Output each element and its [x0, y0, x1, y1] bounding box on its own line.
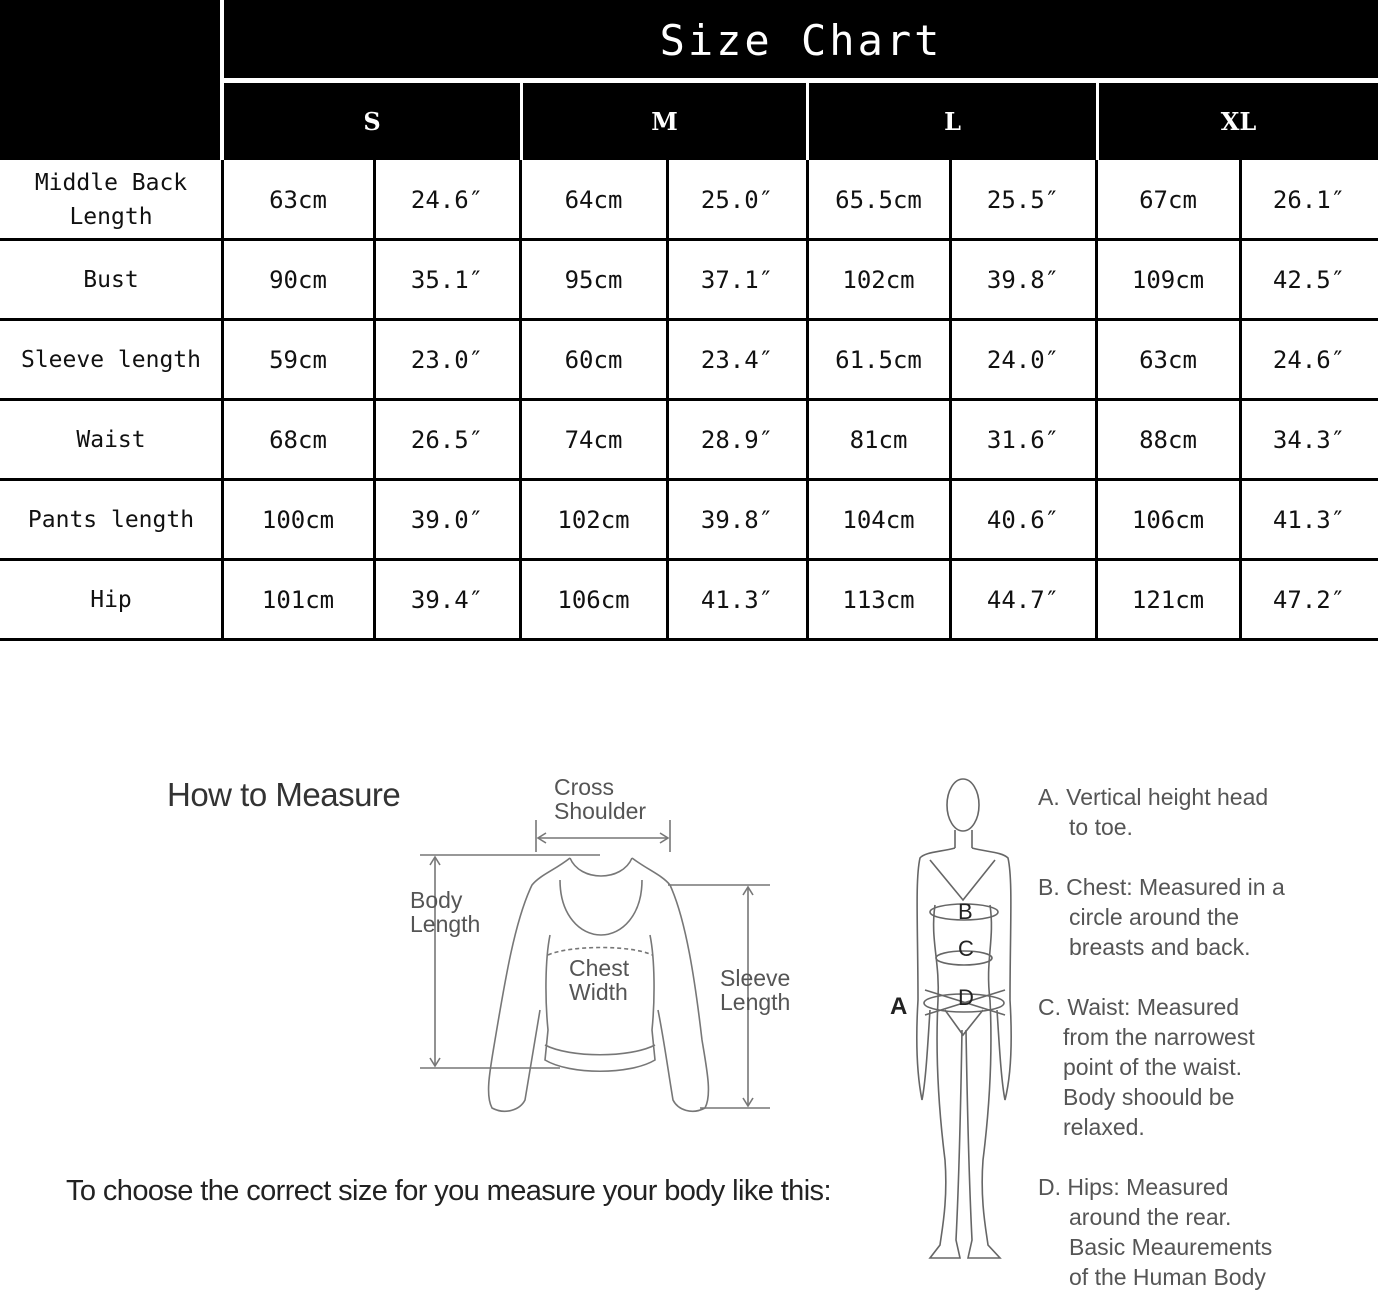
desc-a	[1038, 782, 1268, 842]
row-label: Bust	[83, 267, 139, 293]
table-cell: 39.8″	[700, 506, 774, 534]
body-length-line: Length	[410, 911, 481, 937]
label-b: B	[958, 899, 973, 924]
table-cell: 106cm	[557, 586, 630, 614]
column-divider	[519, 160, 522, 640]
label-c: C	[958, 936, 974, 961]
label-a: A	[890, 993, 908, 1020]
chest-width-label	[569, 956, 629, 1004]
desc-line: around the rear.	[1069, 1204, 1232, 1230]
table-cell: 90cm	[269, 266, 327, 294]
sleeve-length-line: Sleeve	[720, 965, 791, 991]
row-divider	[0, 638, 1378, 641]
table-cell: 100cm	[261, 506, 335, 534]
header-divider	[220, 0, 223, 160]
header-divider	[520, 82, 523, 160]
table-cell: 39.8″	[986, 266, 1060, 294]
row-label: Hip	[90, 587, 132, 613]
table-cell: 26.1″	[1272, 186, 1346, 214]
chart-title: Size Chart	[224, 0, 1378, 80]
desc-line: from the narrowest	[1063, 1024, 1255, 1050]
table-cell: 68cm	[269, 426, 327, 454]
table-cell: 35.1″	[410, 266, 484, 294]
column-divider	[221, 160, 224, 640]
body-figure-diagram	[880, 770, 1030, 1270]
column-divider	[666, 160, 669, 640]
body-length-line: Body	[410, 887, 463, 913]
desc-line: Body shoould be	[1063, 1084, 1235, 1110]
column-divider	[1095, 160, 1098, 640]
table-cell: 42.5″	[1272, 266, 1346, 294]
row-label: Waist	[76, 427, 146, 453]
table-cell: 81cm	[849, 426, 908, 454]
table-cell: 113cm	[842, 586, 915, 614]
desc-line: B. Chest: Measured in a	[1038, 874, 1285, 900]
table-cell: 102cm	[842, 266, 915, 294]
table-cell: 41.3″	[1272, 506, 1346, 534]
desc-line: circle around the	[1069, 904, 1240, 930]
desc-line: point of the waist.	[1063, 1054, 1242, 1080]
header-divider	[224, 78, 1378, 82]
table-cell: 39.4″	[410, 586, 484, 614]
header-divider	[806, 82, 809, 160]
row-label: Middle Back Length	[34, 170, 188, 230]
desc-b	[1038, 872, 1285, 962]
table-cell: 47.2″	[1272, 586, 1346, 614]
table-cell: 39.0″	[410, 506, 484, 534]
row-label: Sleeve length	[20, 347, 201, 373]
sleeve-length-line: Length	[720, 989, 791, 1015]
size-header-xl: XL	[1099, 83, 1378, 160]
sleeve-length-label	[720, 966, 790, 1014]
desc-line: Basic Meaurements	[1069, 1234, 1273, 1260]
table-cell: 63cm	[269, 186, 327, 214]
cross-shoulder-line: Shoulder	[554, 798, 647, 824]
desc-line: relaxed.	[1063, 1114, 1145, 1140]
desc-d	[1038, 1172, 1272, 1292]
table-cell: 40.6″	[986, 506, 1060, 534]
desc-c	[1038, 992, 1255, 1142]
table-cell: 67cm	[1139, 186, 1197, 214]
table-cell: 61.5cm	[835, 346, 922, 374]
row-label: Pants length	[27, 507, 195, 533]
table-cell: 102cm	[557, 506, 630, 534]
table-cell: 59cm	[269, 346, 327, 374]
table-cell: 26.5″	[410, 426, 484, 454]
chest-width-line: Chest	[569, 955, 630, 981]
cross-shoulder-line: Cross	[554, 774, 615, 800]
table-cell: 28.9″	[700, 426, 774, 454]
table-cell: 65.5cm	[835, 186, 922, 214]
cross-shoulder-label	[554, 775, 646, 823]
table-cell: 25.0″	[700, 186, 774, 214]
table-cell: 25.5″	[986, 186, 1060, 214]
table-cell: 24.6″	[410, 186, 484, 214]
table-cell: 31.6″	[986, 426, 1060, 454]
desc-line: D. Hips: Measured	[1038, 1174, 1229, 1200]
table-cell: 44.7″	[986, 586, 1060, 614]
size-header-l: L	[809, 83, 1096, 160]
desc-line: A. Vertical height head	[1038, 784, 1269, 810]
table-cell: 63cm	[1139, 346, 1197, 374]
table-cell: 23.0″	[410, 346, 484, 374]
table-cell: 24.6″	[1272, 346, 1346, 374]
table-cell: 95cm	[564, 266, 623, 294]
desc-line: to toe.	[1069, 814, 1133, 840]
table-cell: 104cm	[842, 506, 915, 534]
size-chart-table	[0, 0, 1378, 641]
table-cell: 34.3″	[1272, 426, 1346, 454]
table-cell: 121cm	[1131, 586, 1205, 614]
table-cell: 41.3″	[700, 586, 774, 614]
desc-line: of the Human Body	[1069, 1264, 1266, 1290]
header-divider	[1096, 82, 1099, 160]
size-header-s: S	[224, 83, 520, 160]
column-divider	[949, 160, 952, 640]
table-cell: 60cm	[564, 346, 623, 374]
table-cell: 23.4″	[700, 346, 774, 374]
desc-line: breasts and back.	[1069, 934, 1251, 960]
size-header-m: M	[523, 83, 806, 160]
table-cell: 64cm	[564, 186, 623, 214]
label-d: D	[958, 985, 974, 1010]
column-divider	[373, 160, 376, 640]
table-cell: 74cm	[564, 426, 623, 454]
table-cell: 24.0″	[986, 346, 1060, 374]
desc-line: C. Waist: Measured	[1038, 994, 1240, 1020]
measure-instruction: To choose the correct size for you measure your body like this:	[66, 1175, 831, 1207]
table-cell: 109cm	[1131, 266, 1205, 294]
how-to-measure-title: How to Measure	[167, 776, 401, 813]
chest-width-line: Width	[569, 979, 628, 1005]
corner-cell	[0, 0, 222, 160]
table-cell: 88cm	[1139, 426, 1197, 454]
column-divider	[806, 160, 809, 640]
column-divider	[1239, 160, 1242, 640]
table-cell: 101cm	[261, 586, 335, 614]
table-cell: 106cm	[1131, 506, 1205, 534]
table-cell: 37.1″	[700, 266, 774, 294]
body-length-label	[410, 888, 480, 936]
